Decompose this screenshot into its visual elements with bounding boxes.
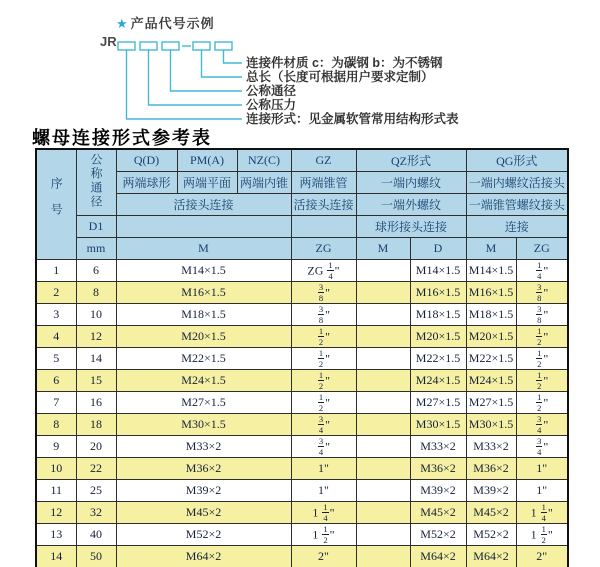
label-pressure: 公称压力 xyxy=(246,98,297,112)
cell-qz_m xyxy=(356,370,410,392)
cell-seq: 1 xyxy=(36,260,76,282)
table-row xyxy=(36,436,568,458)
cell-seq: 8 xyxy=(36,414,76,436)
cell-gz_zg: $\frac{1}{2}$ " xyxy=(291,370,356,392)
cell-dn: 15 xyxy=(76,370,116,392)
label-connection: 连接形式：见金属软管常用结构形式表 xyxy=(246,112,459,126)
cell-gz_zg: $\frac{1}{2}$ " xyxy=(291,326,356,348)
header-q-ends: 两端球形 xyxy=(116,172,177,194)
cell-gz_zg: 1" xyxy=(291,458,356,480)
cell-seq: 11 xyxy=(36,480,76,502)
header-union-left: 活接头连接 xyxy=(116,194,291,216)
code-box-3 xyxy=(162,42,179,50)
cell-gz_zg: 2" xyxy=(291,546,356,567)
cell-qz_d: M16×1.5 xyxy=(410,282,466,304)
cell-qg_zg: $\frac{3}{8}$ " xyxy=(516,282,568,304)
cell-qg_zg: $\frac{1}{2}$ " xyxy=(516,392,568,414)
table-row xyxy=(36,370,568,392)
table-row xyxy=(36,458,568,480)
cell-qz_m xyxy=(356,304,410,326)
table-row xyxy=(36,282,568,304)
cell-qz_m xyxy=(356,436,410,458)
cell-qg_m: M18×1.5 xyxy=(466,304,516,326)
header-blank-left xyxy=(116,216,291,238)
cell-qz_d: M33×2 xyxy=(410,436,466,458)
cell-dn: 6 xyxy=(76,260,116,282)
table-row xyxy=(36,480,568,502)
table-row xyxy=(36,524,568,546)
cell-qz_m xyxy=(356,282,410,304)
cell-seq: 4 xyxy=(36,326,76,348)
cell-m: M45×2 xyxy=(116,502,291,524)
cell-qz_m xyxy=(356,502,410,524)
header-qz-row3: 一端外螺纹 xyxy=(356,194,466,216)
cell-gz_zg: 1 $\frac{1}{4}$ " xyxy=(291,502,356,524)
cell-qz_d: M20×1.5 xyxy=(410,326,466,348)
header-qz-row2: 一端内螺纹 xyxy=(356,172,466,194)
cell-qz_m xyxy=(356,326,410,348)
cell-seq: 9 xyxy=(36,436,76,458)
table-row xyxy=(36,260,568,282)
cell-qz_m xyxy=(356,348,410,370)
cell-seq: 3 xyxy=(36,304,76,326)
header-pm-code: PM(A) xyxy=(177,149,237,172)
cell-qg_m: M27×1.5 xyxy=(466,392,516,414)
cell-qg_zg: $\frac{1}{2}$ " xyxy=(516,326,568,348)
header-zg: ZG xyxy=(291,238,356,260)
diagram-title xyxy=(116,13,215,32)
header-qz-title: QZ形式 xyxy=(356,149,466,172)
cell-qz_d: M45×2 xyxy=(410,502,466,524)
cell-gz_zg: $\frac{3}{4}$ " xyxy=(291,436,356,458)
header-mm: mm xyxy=(76,238,116,260)
cell-qz_d: M18×1.5 xyxy=(410,304,466,326)
cell-qz_m xyxy=(356,546,410,567)
leader-line-diameter xyxy=(171,50,243,91)
header-qg-sub-m: M xyxy=(466,238,516,260)
table-row xyxy=(36,392,568,414)
header-dn: 公称通径 xyxy=(76,149,116,216)
cell-gz_zg: $\frac{1}{2}$ " xyxy=(291,392,356,414)
cell-dn: 12 xyxy=(76,326,116,348)
cell-qg_zg: $\frac{3}{8}$ " xyxy=(516,304,568,326)
header-d1: D1 xyxy=(76,216,116,238)
cell-gz_zg: $\frac{3}{8}$ " xyxy=(291,282,356,304)
code-box-5 xyxy=(215,42,232,50)
cell-qz_d: M64×2 xyxy=(410,546,466,567)
cell-dn: 25 xyxy=(76,480,116,502)
cell-dn: 40 xyxy=(76,524,116,546)
cell-qg_zg: 1 $\frac{1}{4}$ " xyxy=(516,502,568,524)
cell-m: M64×2 xyxy=(116,546,291,567)
header-gz-ends: 两端锥管 xyxy=(291,172,356,194)
cell-gz_zg: ZG $\frac{1}{4}$ " xyxy=(291,260,356,282)
cell-m: M39×2 xyxy=(116,480,291,502)
cell-qz_m xyxy=(356,480,410,502)
code-box-1 xyxy=(118,42,135,50)
cell-qz_d: M27×1.5 xyxy=(410,392,466,414)
header-qz-sub-d: D xyxy=(410,238,466,260)
cell-seq: 5 xyxy=(36,348,76,370)
cell-qg_m: M52×2 xyxy=(466,524,516,546)
cell-qz_d: M14×1.5 xyxy=(410,260,466,282)
cell-dn: 10 xyxy=(76,304,116,326)
cell-qz_m xyxy=(356,260,410,282)
cell-qz_m xyxy=(356,414,410,436)
cell-qg_m: M64×2 xyxy=(466,546,516,567)
cell-qg_zg: $\frac{1}{2}$ " xyxy=(516,370,568,392)
cell-dn: 20 xyxy=(76,436,116,458)
header-nz-code: NZ(C) xyxy=(237,149,291,172)
header-nz-ends: 两端内锥 xyxy=(237,172,291,194)
table-title: 螺母连接形式参考表 xyxy=(32,128,212,149)
code-prefix: JR xyxy=(100,34,117,49)
cell-gz_zg: 1" xyxy=(291,480,356,502)
cell-seq: 12 xyxy=(36,502,76,524)
cell-qg_zg: $\frac{1}{4}$ " xyxy=(516,260,568,282)
cell-qz_m xyxy=(356,524,410,546)
header-blank-gz xyxy=(291,216,356,238)
header-pm-ends: 两端平面 xyxy=(177,172,237,194)
cell-qg_m: M33×2 xyxy=(466,436,516,458)
cell-seq: 6 xyxy=(36,370,76,392)
table-row xyxy=(36,304,568,326)
cell-qg_zg: 1" xyxy=(516,458,568,480)
cell-qg_m: M36×2 xyxy=(466,458,516,480)
table-row xyxy=(36,502,568,524)
header-union-gz: 活接头连接 xyxy=(291,194,356,216)
cell-qz_m xyxy=(356,392,410,414)
cell-seq: 7 xyxy=(36,392,76,414)
diagram-title-text: 产品代号示例 xyxy=(130,16,215,31)
cell-m: M18×1.5 xyxy=(116,304,291,326)
cell-qg_zg: $\frac{3}{4}$ " xyxy=(516,436,568,458)
header-qz-row4: 球形接头连接 xyxy=(356,216,466,238)
cell-qg_zg: 2" xyxy=(516,546,568,567)
header-qg-row3: 一端锥管螺纹接头 xyxy=(466,194,568,216)
table-row xyxy=(36,348,568,370)
cell-qz_m xyxy=(356,458,410,480)
cell-seq: 10 xyxy=(36,458,76,480)
cell-gz_zg: $\frac{3}{8}$ " xyxy=(291,304,356,326)
cell-qz_d: M52×2 xyxy=(410,524,466,546)
reference-table xyxy=(35,148,569,567)
code-box-4 xyxy=(193,42,210,50)
cell-m: M52×2 xyxy=(116,524,291,546)
cell-gz_zg: $\frac{1}{2}$ " xyxy=(291,348,356,370)
cell-qg_zg: $\frac{3}{4}$ " xyxy=(516,414,568,436)
cell-m: M20×1.5 xyxy=(116,326,291,348)
cell-dn: 14 xyxy=(76,348,116,370)
cell-qg_m: M39×2 xyxy=(466,480,516,502)
cell-seq: 13 xyxy=(36,524,76,546)
cell-qg_m: M20×1.5 xyxy=(466,326,516,348)
cell-qg_m: M24×1.5 xyxy=(466,370,516,392)
cell-dn: 18 xyxy=(76,414,116,436)
code-box-2 xyxy=(140,42,157,50)
cell-seq: 14 xyxy=(36,546,76,567)
leader-line-connection xyxy=(127,50,243,119)
cell-dn: 22 xyxy=(76,458,116,480)
cell-seq: 2 xyxy=(36,282,76,304)
cell-qz_d: M30×1.5 xyxy=(410,414,466,436)
cell-qz_d: M22×1.5 xyxy=(410,348,466,370)
cell-qg_m: M22×1.5 xyxy=(466,348,516,370)
cell-m: M14×1.5 xyxy=(116,260,291,282)
cell-dn: 50 xyxy=(76,546,116,567)
cell-qg_zg: 1" xyxy=(516,480,568,502)
star-icon: ★ xyxy=(116,16,129,31)
header-qg-sub-zg: ZG xyxy=(516,238,568,260)
cell-dn: 16 xyxy=(76,392,116,414)
header-qg-row2: 一端内螺纹活接头 xyxy=(466,172,568,194)
label-diameter: 公称通径 xyxy=(246,84,297,98)
cell-qz_d: M39×2 xyxy=(410,480,466,502)
table-body xyxy=(36,260,568,567)
cell-qg_m: M14×1.5 xyxy=(466,260,516,282)
table-row xyxy=(36,546,568,567)
cell-gz_zg: 1 $\frac{1}{2}$ " xyxy=(291,524,356,546)
cell-dn: 8 xyxy=(76,282,116,304)
cell-qg_zg: 1 $\frac{1}{2}$ " xyxy=(516,524,568,546)
header-gz-code: GZ xyxy=(291,149,356,172)
cell-m: M30×1.5 xyxy=(116,414,291,436)
cell-m: M16×1.5 xyxy=(116,282,291,304)
header-seq: 序号 xyxy=(36,149,76,260)
cell-m: M27×1.5 xyxy=(116,392,291,414)
label-length: 总长（长度可根据用户要求定制） xyxy=(246,70,434,84)
header-m: M xyxy=(116,238,291,260)
cell-qg_m: M30×1.5 xyxy=(466,414,516,436)
header-qg-title: QG形式 xyxy=(466,149,568,172)
cell-dn: 32 xyxy=(76,502,116,524)
header-qz-sub-m: M xyxy=(356,238,410,260)
cell-qz_d: M24×1.5 xyxy=(410,370,466,392)
table-header xyxy=(36,149,568,260)
cell-m: M24×1.5 xyxy=(116,370,291,392)
header-q-code: Q(D) xyxy=(116,149,177,172)
cell-qg_m: M16×1.5 xyxy=(466,282,516,304)
header-qg-row4: 连接 xyxy=(466,216,568,238)
cell-m: M36×2 xyxy=(116,458,291,480)
cell-qg_zg: $\frac{1}{2}$ " xyxy=(516,348,568,370)
label-material: 连接件材质 c：为碳钢 b：为不锈钢 xyxy=(246,56,443,70)
cell-m: M33×2 xyxy=(116,436,291,458)
table-row xyxy=(36,414,568,436)
cell-qg_m: M45×2 xyxy=(466,502,516,524)
cell-m: M22×1.5 xyxy=(116,348,291,370)
leader-line-material xyxy=(224,50,243,63)
table-row xyxy=(36,326,568,348)
cell-qz_d: M36×2 xyxy=(410,458,466,480)
cell-gz_zg: $\frac{3}{4}$ " xyxy=(291,414,356,436)
